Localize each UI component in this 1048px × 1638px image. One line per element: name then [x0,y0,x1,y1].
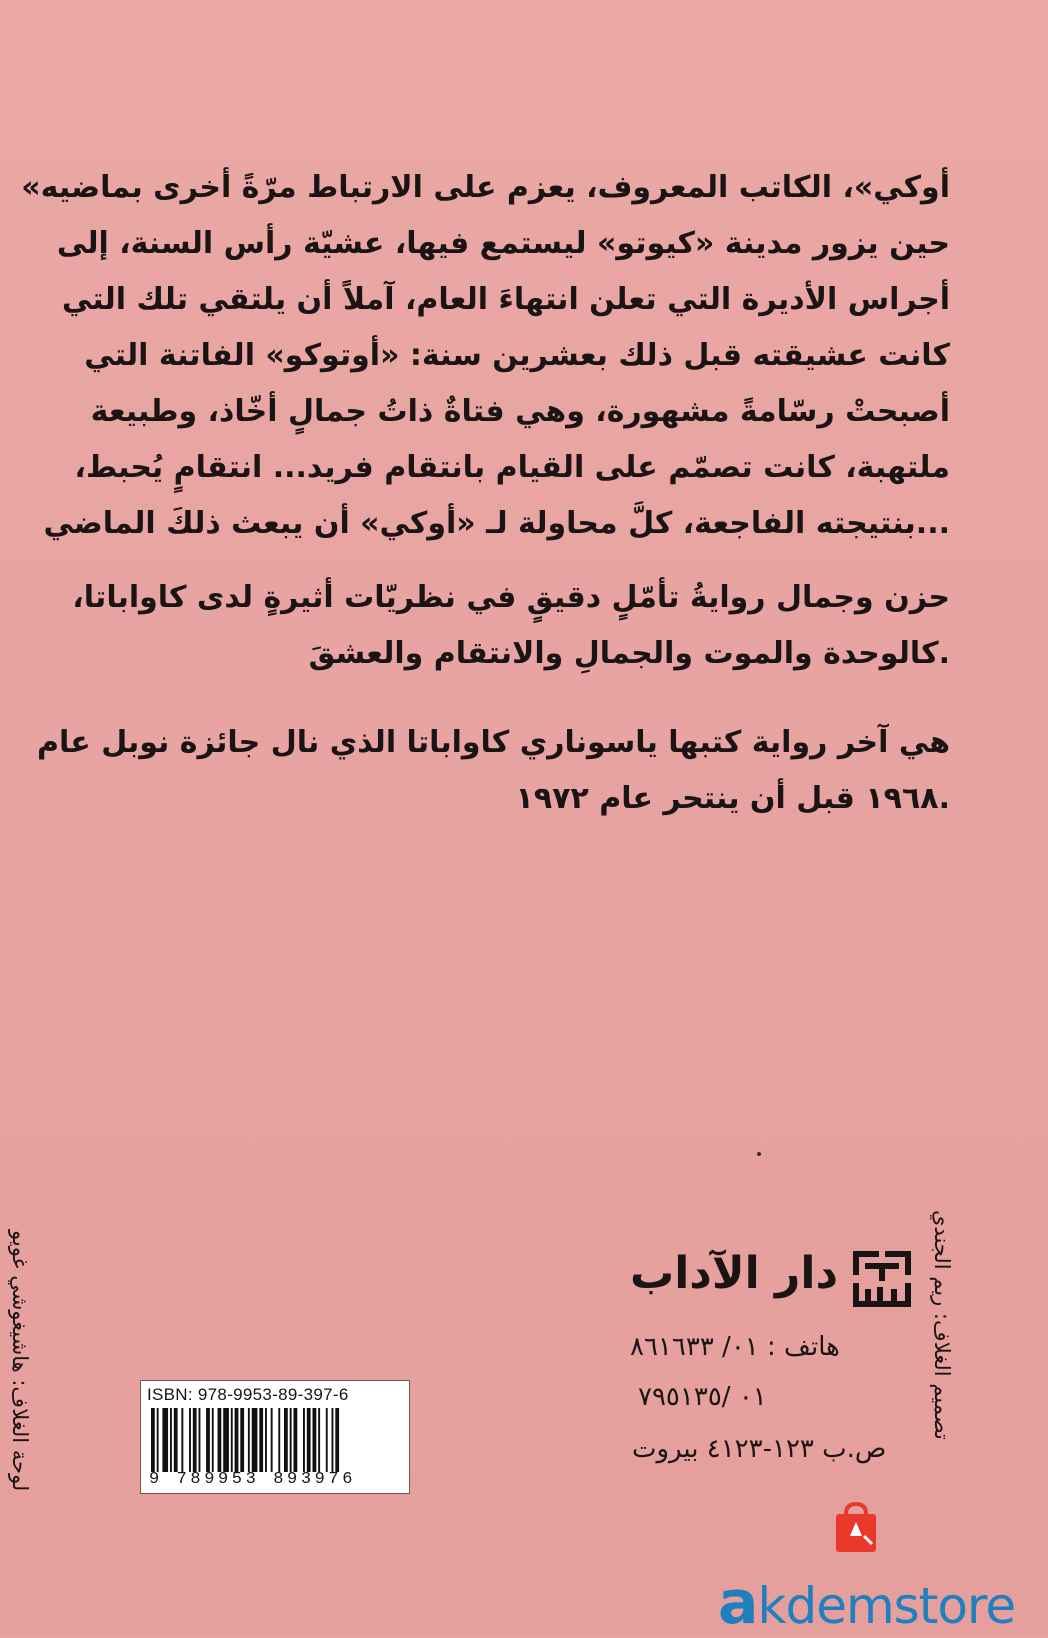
publisher-logo-icon [850,1248,914,1310]
cover-painting-credit: لوحة الغلاف: هاشيغوشي غويو [8,1230,32,1492]
blurb-line: حزن وجمال روايةُ تأمّلٍ دقيقٍ في نظريّات أثيرةٍ لدى كاواباتا، [72,580,950,615]
isbn-number: ISBN: 978-9953-89-397-6 [147,1385,349,1404]
phone-number-1: ٠١/ ٨٦١٦٣٣ [630,1332,759,1362]
barcode-digits: 9 789953 893976 [149,1470,357,1489]
blurb-paragraph-1 [21,160,950,552]
shopping-bag-icon [828,1500,884,1556]
isbn-barcode-box [140,1380,410,1494]
blurb-line: حين يزور مدينة «كيوتو» ليستمع فيها، عشيّة رأس السنة، إلى [56,226,950,261]
phone-row [630,1332,840,1362]
blurb-line: أجراس الأديرة التي تعلن انتهاءَ العام، آملاً أن يلتقي تلك التي [61,282,950,317]
blurb-line: ...بنتيجته الفاجعة، كلَّ محاولة لـ «أوكي» أن يبعث ذلكَ الماضي [43,506,950,541]
store-initial: a [718,1568,758,1638]
barcode-icon [151,1408,399,1472]
phone-number-2: ٠١ /٧٩٥١٣٥ [638,1382,767,1412]
publisher-name: دار الآداب [630,1248,839,1299]
cover-design-credit: تصميم الغلاف: ريم الجندي [930,1210,954,1440]
blurb-line: .١٩٦٨ قبل أن ينتحر عام ١٩٧٢ [515,781,950,816]
store-watermark [718,1568,1015,1638]
store-name-rest: kdemstore [757,1577,1016,1635]
postal-address: ص.ب ١٢٣-٤١٢٣ بيروت [632,1434,887,1464]
speck-mark [757,1152,761,1156]
blurb-line: أصبحتْ رسّامةً مشهورة، وهي فتاةٌ ذاتُ جمالٍ أخّاذ، وطبيعة [90,394,950,429]
blurb-paragraph-3 [37,715,950,827]
blurb-paragraph-2 [72,570,950,682]
phone-label: هاتف : [767,1332,840,1362]
blurb-line: أوكي»، الكاتب المعروف، يعزم على الارتباط مرّةً أخرى بماضيه» [21,170,950,205]
blurb-line: هي آخر رواية كتبها ياسوناري كاواباتا الذي نال جائزة نوبل عام [37,725,950,760]
blurb-line: كانت عشيقته قبل ذلك بعشرين سنة: «أوتوكو» الفاتنة التي [84,338,950,373]
blurb-line: .كالوحدة والموت والجمالِ والانتقام والعشقَ [308,636,950,671]
blurb-line: ملتهبة، كانت تصمّم على القيام بانتقام فريد... انتقامٍ يُحبط، [74,450,950,485]
